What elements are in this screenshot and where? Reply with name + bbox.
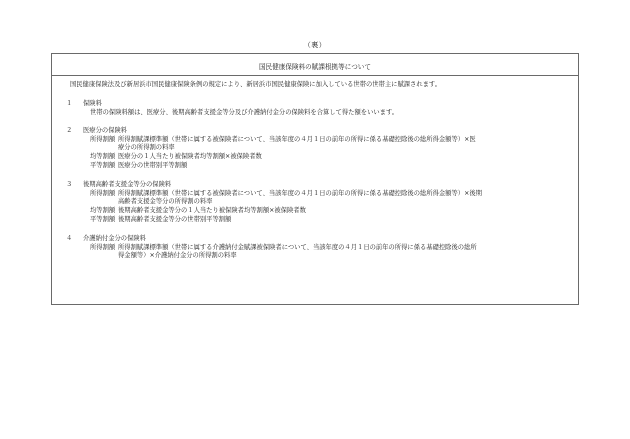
section-number: １ [66, 100, 73, 107]
definition-row [90, 216, 231, 224]
section-number: ２ [66, 127, 73, 134]
section-3-heading [66, 181, 171, 189]
definition-text: 所得割賦課標準額（世帯に属する介護納付金賦課被保険者について、当該年度の４月１日の前年の所得に係る基礎控除後の総所 [118, 244, 477, 251]
definition-term: 均等割額 [90, 153, 116, 160]
section-1-heading [66, 100, 102, 108]
definition-term: 所得割額 [90, 190, 116, 197]
definition-term: 所得割額 [90, 244, 116, 251]
document-frame [51, 53, 579, 305]
definition-row [90, 153, 262, 161]
title-divider [52, 75, 578, 76]
page-side-label: （裏） [303, 41, 327, 49]
document-title: 国民健康保険料の賦課根拠等について [259, 63, 371, 71]
definition-row [90, 207, 306, 215]
section-4-heading [66, 235, 146, 243]
definition-term: 所得割額 [90, 136, 116, 143]
definition-row [90, 244, 477, 252]
definition-term: 均等割額 [90, 207, 116, 214]
definition-continuation: 療分の所得割の料率 [118, 144, 175, 151]
section-title: 介護納付金分の保険料 [83, 235, 146, 242]
definition-row [90, 190, 482, 198]
definition-continuation: 得金額等）×介護納付金分の所得割の料率 [118, 252, 237, 259]
definition-text: 後期高齢者支援金等分の１人当たり被保険者均等割額×被保険者数 [118, 207, 306, 214]
definition-row [90, 162, 187, 170]
section-2-heading [66, 127, 127, 135]
section-title: 医療分の保険料 [83, 127, 128, 134]
section-number: ３ [66, 181, 73, 188]
definition-continuation: 高齢者支援金等分の所得割の料率 [118, 198, 213, 205]
definition-text: 医療分の１人当たり被保険者均等割額×被保険者数 [118, 153, 262, 160]
definition-text: 後期高齢者支援金等分の世帯別平等割額 [118, 216, 232, 223]
section-title: 後期高齢者支援金等分の保険料 [83, 181, 172, 188]
definition-text: 医療分の世帯別平等割額 [118, 162, 188, 169]
section-number: ４ [66, 235, 73, 242]
definition-text: 所得割賦課標準額（世帯に属する被保険者について、当該年度の４月１日の前年の所得に係る基礎控除後の総所得金額等）×後期 [118, 190, 482, 197]
section-1-body: 世帯の保険料額は、医療分、後期高齢者支援金等分及び介護納付金分の保険料を合算して得た額をいいます。 [90, 109, 399, 116]
definition-text: 所得割賦課標準額（世帯に属する被保険者について、当該年度の４月１日の前年の所得に係る基礎控除後の総所得金額等）×医 [118, 136, 476, 143]
definition-row [90, 136, 476, 144]
definition-term: 平等割額 [90, 216, 116, 223]
definition-term: 平等割額 [90, 162, 116, 169]
intro-paragraph: 国民健康保険法及び新居浜市国民健康保険条例の規定により、新居浜市国民健康保険に加入している世帯の世帯主に賦課されます。 [70, 81, 442, 88]
section-title: 保険料 [83, 100, 102, 107]
